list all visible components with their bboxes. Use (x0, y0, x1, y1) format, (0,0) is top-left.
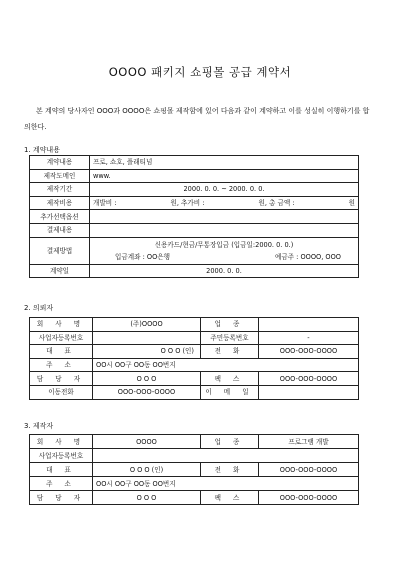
mobile-label: 이동전화 (30, 385, 93, 399)
fax-value: OOO-OOO-OOOO (259, 491, 359, 505)
row-label: 계약일 (30, 264, 90, 278)
manager-value: O O O (93, 491, 201, 505)
section1-heading: 1. 계약내용 (24, 146, 60, 154)
row-label: 제작도메인 (30, 169, 90, 183)
payment-method-value (90, 237, 359, 264)
business-value (259, 318, 359, 332)
ceo-value: O O O (인) (93, 463, 201, 477)
phone-value: OOO-OOO-OOOO (259, 463, 359, 477)
table-row (30, 463, 359, 477)
payment-method-line1: 신용카드/현금/무통장입금 (입금일:2000. 0. 0.) (154, 240, 294, 249)
table-row (30, 358, 359, 372)
ceo-value: O O O (인) (93, 345, 201, 359)
table-row (30, 385, 359, 399)
account-holder: 예금주 : OOOO, OOO (274, 252, 341, 261)
row-label: 결제내용 (30, 223, 90, 237)
dev-fee-label: 개발비 : (93, 199, 117, 208)
row-label: 계약내용 (30, 156, 90, 170)
table-row (30, 331, 359, 345)
company-value: OOOO (93, 435, 201, 449)
table-row (30, 169, 359, 183)
bizno-label: 사업자등록번호 (30, 331, 93, 345)
row-label: 결제방법 (30, 237, 90, 264)
company-label: 회 사 명 (30, 318, 93, 332)
resno-label: 주민등록번호 (201, 331, 259, 345)
ceo-label: 대 표 (30, 463, 93, 477)
phone-label: 전 화 (201, 463, 259, 477)
ceo-label: 대 표 (30, 345, 93, 359)
company-value: (주)OOOO (93, 318, 201, 332)
address-value: OO시 OO구 OO동 OO번지 (93, 477, 359, 491)
business-label: 업 종 (201, 435, 259, 449)
address-label: 주 소 (30, 358, 93, 372)
row-label: 제작기간 (30, 183, 90, 197)
email-label: 이 메 일 (201, 385, 259, 399)
table-row (30, 210, 359, 224)
add-fee-label: 원, 추가비 : (170, 199, 205, 208)
table-row (30, 264, 359, 278)
client-table (29, 317, 359, 400)
table-row (30, 449, 359, 463)
table-row (30, 318, 359, 332)
row-label: 추가선택옵션 (30, 210, 90, 224)
fax-label: 팩 스 (201, 372, 259, 386)
phone-value: OOO-OOO-OOOO (259, 345, 359, 359)
total-label: 원, 총 금액 : (258, 199, 295, 208)
bank-account: 입금계좌 : OO은행 (115, 252, 171, 261)
table-row (30, 477, 359, 491)
table-row (30, 435, 359, 449)
resno-value: - (259, 331, 359, 345)
phone-label: 전 화 (201, 345, 259, 359)
manager-label: 담 당 자 (30, 491, 93, 505)
company-label: 회 사 명 (30, 435, 93, 449)
cost-value (90, 196, 359, 210)
business-label: 업 종 (201, 318, 259, 332)
document-title: OOOO 패키지 쇼핑몰 공급 계약서 (108, 65, 292, 79)
section3-heading: 3. 제작자 (24, 422, 54, 430)
row-label: 제작비용 (30, 196, 90, 210)
contract-content-value: 프로, 쇼호, 플래티넘 (90, 156, 359, 170)
period-value: 2000. 0. 0. ~ 2000. 0. 0. (90, 183, 359, 197)
business-value: 프로그램 개발 (259, 435, 359, 449)
domain-value: www. (90, 169, 359, 183)
section2-heading: 2. 의뢰자 (24, 304, 54, 312)
fax-label: 팩 스 (201, 491, 259, 505)
table-row (30, 223, 359, 237)
bizno-value (93, 449, 359, 463)
table-row (30, 196, 359, 210)
contract-date-value: 2000. 0. 0. (90, 264, 359, 278)
total-unit: 원 (348, 199, 355, 208)
fax-value: OOO-OOO-OOOO (259, 372, 359, 386)
bizno-value (93, 331, 201, 345)
table-row (30, 183, 359, 197)
payment-content-value (90, 223, 359, 237)
contract-content-table (29, 155, 359, 278)
address-value: OO시 OO구 OO동 OO번지 (93, 358, 359, 372)
table-row (30, 345, 359, 359)
manager-label: 담 당 자 (30, 372, 93, 386)
table-row (30, 372, 359, 386)
table-row (30, 491, 359, 505)
manager-value: O O O (93, 372, 201, 386)
bizno-label: 사업자등록번호 (30, 449, 93, 463)
table-row (30, 237, 359, 264)
table-row (30, 156, 359, 170)
address-label: 주 소 (30, 477, 93, 491)
intro-paragraph: 본 계약의 당사자인 OOO과 OOOO은 쇼핑몰 제작함에 있어 다음과 같이 계약하고 이를 성실히 이행하기를 합의한다. (24, 107, 370, 131)
mobile-value: OOO-OOO-OOOO (93, 385, 201, 399)
producer-table (29, 434, 359, 505)
options-value (90, 210, 359, 224)
email-value (259, 385, 359, 399)
